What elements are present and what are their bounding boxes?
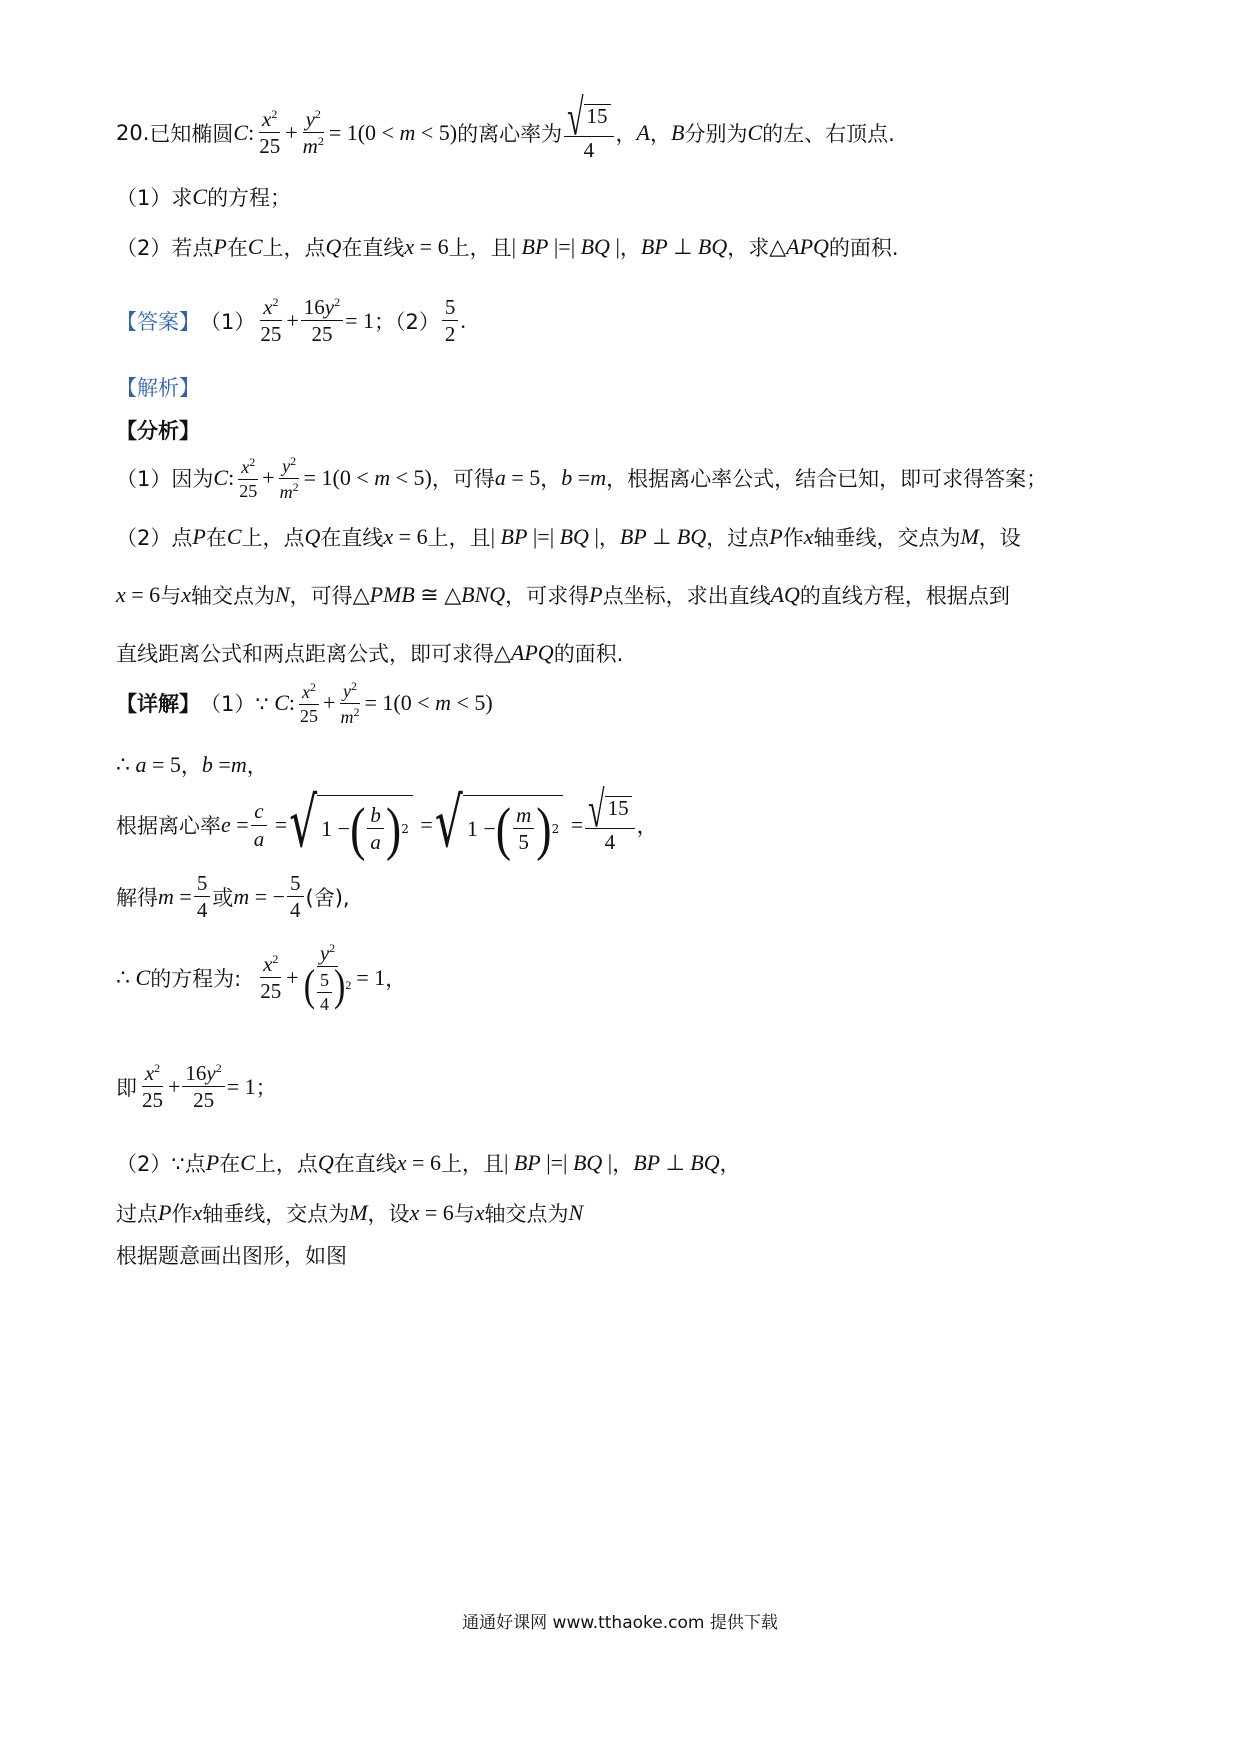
detail-1: 【详解】 （1）∵ C : $\frac{x^2}{25}$ + $\frac{y^2}{m^2}$ = 1(0 < m < 5) <box>116 679 493 727</box>
detail-4: 解得 m = $\frac{5}{4}$ 或 m = − $\frac{5}{4}$ (舍), <box>116 871 350 923</box>
analysis-2: （2）点 P 在 C 上，点 Q 在直线 x = 6 上，且 | BP |=| BQ | ， BP ⊥ BQ ，过点 P 作 x 轴垂线，交点为 M ，设 <box>116 524 1021 550</box>
detail-8: 过点 P 作 x 轴垂线，交点为 M ，设 x = 6 与 x 轴交点为 N <box>116 1200 584 1226</box>
problem-statement: 20. 已知椭圆 C : $\frac{x^2}{25}$ + $\frac{y^2}{m^2}$ = 1(0 < m < 5) 的离心率为 √ 15 4 ， A ， B 分别为 C 的左、右顶点. <box>116 90 895 162</box>
answer-line: 【答案】 （1） $\frac{x^2}{25}$ + $\frac{16y^2}{25}$ = 1 ；（2） $\frac{5}{2}$ . <box>116 295 466 347</box>
detail-2: ∴ a = 5 ， b = m ， <box>116 752 268 778</box>
detail-6: 即 $\frac{x^2}{25}$ + $\frac{16y^2}{25}$ = 1 ； <box>116 1061 277 1113</box>
page-footer: 通通好课网 www.tthaoke.com 提供下载 <box>462 1613 778 1633</box>
question-1: （1）求 C 的方程； <box>116 184 292 210</box>
fenxi-label: 【分析】 <box>116 419 200 443</box>
detail-3: 根据离心率 e = $\frac{c}{a}$ = √ 1 − ( $\frac{b}{a}$ ) 2 = √ 1 − ( $\frac{m}{5}$ ) 2 = √ 15 4 ， <box>116 782 658 864</box>
problem-number: 20. <box>116 120 150 145</box>
detail-9: 根据题意画出图形，如图 <box>116 1244 347 1268</box>
answer-label: 【答案】 <box>116 309 200 334</box>
analysis-3: x = 6 与 x 轴交点为 N ，可得 △ PMB ≅ △ BNQ ，可求得 P 点坐标，求出直线 AQ 的直线方程，根据点到 <box>116 582 1010 608</box>
analysis-1: （1）因为 C : $\frac{x^2}{25}$ + $\frac{y^2}{m^2}$ = 1(0 < m < 5) ，可得 a = 5 ， b = m ，根据离心率公式，结合已知，即可求得答案； <box>116 454 1048 502</box>
detail-7: （2）∵点 P 在 C 上，点 Q 在直线 x = 6 上，且 | BP |=| BQ | ， BP ⊥ BQ ， <box>116 1150 741 1176</box>
analysis-4: 直线距离公式和两点距离公式，即可求得 △ APQ 的面积. <box>116 640 624 666</box>
detail-5: ∴ C 的方程为: $\frac{x^2}{25}$ + $y^2$ ( $\frac{5}{4}$ )$^2$ = 1 ， <box>116 941 407 1014</box>
jiexi-label: 【解析】 <box>116 376 200 400</box>
detail-label: 【详解】 <box>116 692 200 717</box>
question-2: （2）若点 P 在 C 上，点 Q 在直线 x = 6 上，且 | BP |=| BQ | ， BP ⊥ BQ ，求 △ APQ 的面积. <box>116 234 899 260</box>
